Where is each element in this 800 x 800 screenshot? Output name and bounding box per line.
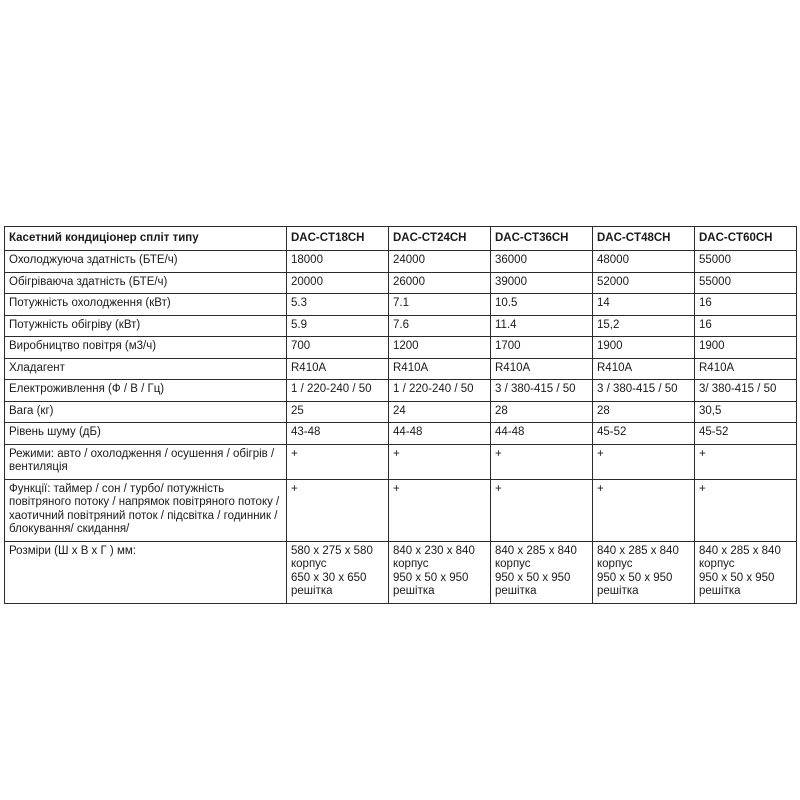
- table-row: [5, 337, 797, 359]
- row-value: 45-52: [695, 423, 797, 445]
- row-value: 30,5: [695, 401, 797, 423]
- dimension-body-label: корпус: [495, 558, 531, 570]
- row-label: Хладагент: [5, 358, 287, 380]
- table-row: [5, 358, 797, 380]
- row-value: 24: [389, 401, 491, 423]
- table-row: [5, 444, 797, 479]
- row-value: 44-48: [389, 423, 491, 445]
- table-row: [5, 423, 797, 445]
- row-label: Режими: авто / охолодження / осушення / обігрів / вентиляція: [5, 444, 287, 479]
- row-value: +: [593, 444, 695, 479]
- row-value: 5.3: [287, 294, 389, 316]
- row-value: 28: [593, 401, 695, 423]
- row-value: 26000: [389, 272, 491, 294]
- row-label: Рівень шуму (дБ): [5, 423, 287, 445]
- column-header-model-3: DAC-CT36CH: [491, 227, 593, 251]
- row-value: 55000: [695, 272, 797, 294]
- column-header-model-2: DAC-CT24CH: [389, 227, 491, 251]
- table-body: [5, 251, 797, 604]
- row-value: 1 / 220-240 / 50: [389, 380, 491, 402]
- table-row: [5, 541, 797, 603]
- row-value: +: [491, 479, 593, 541]
- row-value: 43-48: [287, 423, 389, 445]
- dimension-body: 840 x 285 x 840: [699, 544, 781, 557]
- row-value: 39000: [491, 272, 593, 294]
- row-label: Потужність охолодження (кВт): [5, 294, 287, 316]
- dimension-grille-label: решітка: [699, 585, 741, 597]
- table-row: [5, 315, 797, 337]
- row-value: R410A: [491, 358, 593, 380]
- table-header: [5, 227, 797, 251]
- table-row: [5, 479, 797, 541]
- row-value-dimensions: [287, 541, 389, 603]
- row-value: 44-48: [491, 423, 593, 445]
- dimension-grille: 950 x 50 x 950: [699, 571, 775, 584]
- dimension-body: 840 x 230 x 840: [393, 544, 475, 557]
- row-value: +: [287, 444, 389, 479]
- dimension-body: 580 x 275 x 580: [291, 544, 373, 557]
- row-value: 52000: [593, 272, 695, 294]
- row-value: 5.9: [287, 315, 389, 337]
- dimension-grille-label: решітка: [597, 585, 639, 597]
- dimension-grille-label: решітка: [291, 585, 333, 597]
- row-value: 7.6: [389, 315, 491, 337]
- row-value: 7.1: [389, 294, 491, 316]
- column-header-model-1: DAC-CT18CH: [287, 227, 389, 251]
- row-value: 16: [695, 294, 797, 316]
- row-label: Охолоджуюча здатність (БТЕ/ч): [5, 251, 287, 273]
- dimension-grille: 950 x 50 x 950: [597, 571, 673, 584]
- row-value: +: [389, 444, 491, 479]
- row-value: R410A: [695, 358, 797, 380]
- dimension-grille: 650 x 30 x 650: [291, 571, 367, 584]
- row-value: 3 / 380-415 / 50: [593, 380, 695, 402]
- row-value: 28: [491, 401, 593, 423]
- row-value: 11.4: [491, 315, 593, 337]
- table-row: [5, 251, 797, 273]
- column-header-model-5: DAC-CT60CH: [695, 227, 797, 251]
- row-value: 20000: [287, 272, 389, 294]
- row-value: 18000: [287, 251, 389, 273]
- row-value: +: [389, 479, 491, 541]
- row-value: 700: [287, 337, 389, 359]
- column-header-model-4: DAC-CT48CH: [593, 227, 695, 251]
- table-row: [5, 401, 797, 423]
- table-row: [5, 380, 797, 402]
- row-value: +: [593, 479, 695, 541]
- dimension-body-label: корпус: [393, 558, 429, 570]
- dimension-body-label: корпус: [699, 558, 735, 570]
- row-value: 55000: [695, 251, 797, 273]
- row-value: +: [491, 444, 593, 479]
- row-value: 24000: [389, 251, 491, 273]
- row-value: 1 / 220-240 / 50: [287, 380, 389, 402]
- row-value: 1200: [389, 337, 491, 359]
- row-value-dimensions: [695, 541, 797, 603]
- dimension-body-label: корпус: [291, 558, 327, 570]
- row-value: 1900: [695, 337, 797, 359]
- row-value: +: [287, 479, 389, 541]
- row-value-dimensions: [593, 541, 695, 603]
- row-value: 1700: [491, 337, 593, 359]
- specification-table: [4, 226, 797, 604]
- table-row: [5, 272, 797, 294]
- column-header-product: Касетний кондиціонер спліт типу: [5, 227, 287, 251]
- row-label: Обігріваюча здатність (БТЕ/ч): [5, 272, 287, 294]
- row-label: Розміри (Ш х В х Г ) мм:: [5, 541, 287, 603]
- row-value: 14: [593, 294, 695, 316]
- row-label: Потужність обігріву (кВт): [5, 315, 287, 337]
- dimension-grille: 950 x 50 x 950: [495, 571, 571, 584]
- row-value: R410A: [593, 358, 695, 380]
- row-label: Функції: таймер / сон / турбо/ потужність повітряного потоку / напрямок повітряного потоку / хаотичний повітряний поток / підсвітка / годинник / блокування/ скидання/: [5, 479, 287, 541]
- row-value-dimensions: [389, 541, 491, 603]
- table-header-row: [5, 227, 797, 251]
- row-value-dimensions: [491, 541, 593, 603]
- row-value: 3 / 380-415 / 50: [491, 380, 593, 402]
- row-value: 1900: [593, 337, 695, 359]
- row-value: 25: [287, 401, 389, 423]
- row-value: +: [695, 479, 797, 541]
- table-row: [5, 294, 797, 316]
- row-value: R410A: [287, 358, 389, 380]
- row-value: 16: [695, 315, 797, 337]
- row-value: R410A: [389, 358, 491, 380]
- row-label: Електроживлення (Ф / В / Гц): [5, 380, 287, 402]
- specification-table-container: [4, 226, 796, 604]
- dimension-grille-label: решітка: [495, 585, 537, 597]
- row-value: 3/ 380-415 / 50: [695, 380, 797, 402]
- dimension-body: 840 x 285 x 840: [597, 544, 679, 557]
- dimension-body: 840 x 285 x 840: [495, 544, 577, 557]
- row-label: Виробництво повітря (м3/ч): [5, 337, 287, 359]
- dimension-grille-label: решітка: [393, 585, 435, 597]
- row-value: 15,2: [593, 315, 695, 337]
- row-value: +: [695, 444, 797, 479]
- dimension-body-label: корпус: [597, 558, 633, 570]
- dimension-grille: 950 x 50 x 950: [393, 571, 469, 584]
- row-label: Вага (кг): [5, 401, 287, 423]
- row-value: 45-52: [593, 423, 695, 445]
- row-value: 10.5: [491, 294, 593, 316]
- row-value: 36000: [491, 251, 593, 273]
- row-value: 48000: [593, 251, 695, 273]
